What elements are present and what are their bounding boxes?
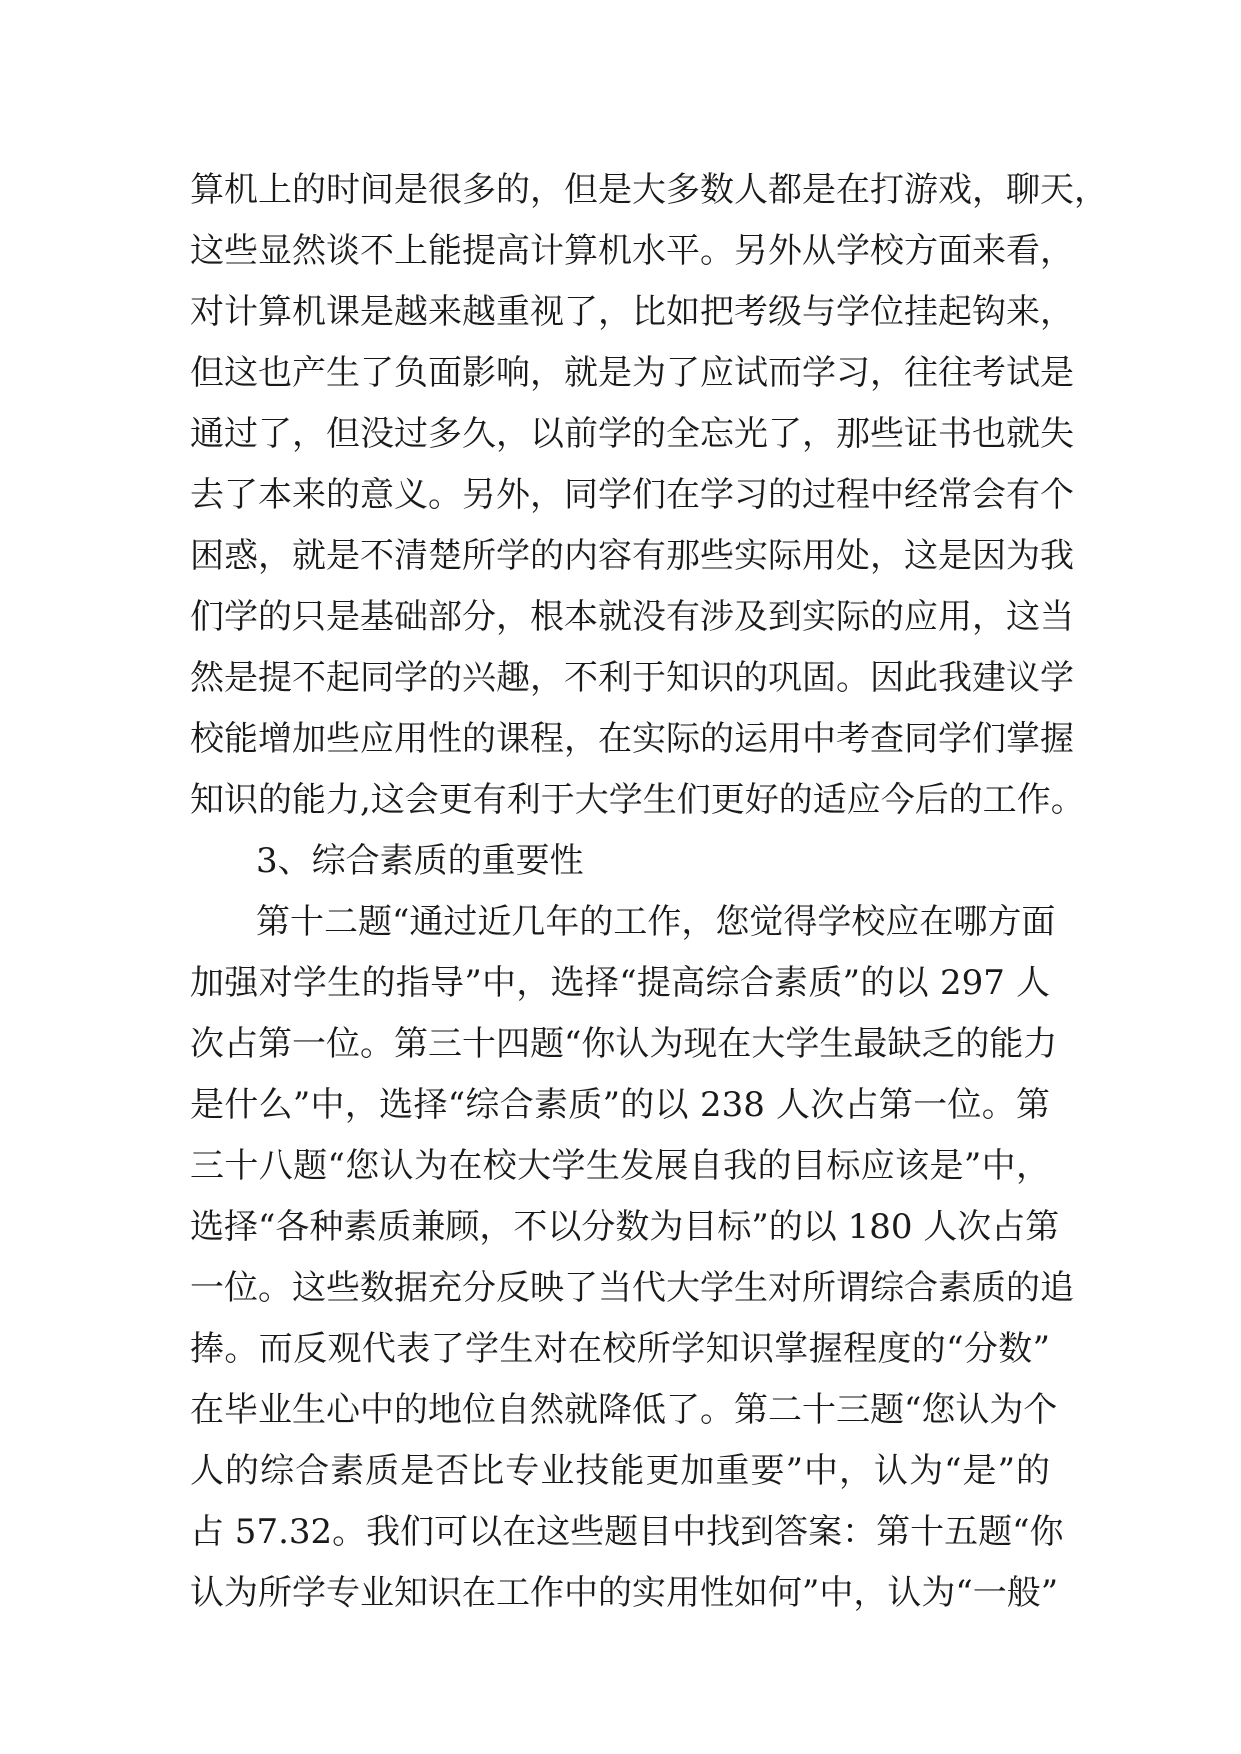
paragraph-end-line: 知识的能力,这会更有利于大学生们更好的适应今后的工作。	[190, 780, 1085, 820]
text-line: 困惑，就是不清楚所学的内容有那些实际用处，这是因为我	[190, 536, 1074, 576]
section-heading: 3、综合素质的重要性	[256, 841, 584, 881]
text-line: 在毕业生心中的地位自然就降低了。第二十三题“您认为个	[190, 1390, 1058, 1430]
text-line: 是什么”中，选择“综合素质”的以 238 人次占第一位。第	[190, 1085, 1050, 1125]
text-line: 通过了，但没过多久，以前学的全忘光了，那些证书也就失	[190, 414, 1074, 454]
text-line: 认为所学专业知识在工作中的实用性如何”中，认为“一般”	[190, 1573, 1059, 1613]
text-line: 选择“各种素质兼顾，不以分数为目标”的以 180 人次占第	[190, 1207, 1060, 1247]
text-line: 三十八题“您认为在校大学生发展自我的目标应该是”中，	[190, 1146, 1050, 1186]
text-line: 但这也产生了负面影响，就是为了应试而学习，往往考试是	[190, 353, 1074, 393]
text-line: 们学的只是基础部分，根本就没有涉及到实际的应用，这当	[190, 597, 1074, 637]
text-line: 次占第一位。第三十四题“你认为现在大学生最缺乏的能力	[190, 1024, 1058, 1064]
text-line: 人的综合素质是否比专业技能更加重要”中，认为“是”的	[190, 1451, 1050, 1491]
text-line: 捧。而反观代表了学生对在校所学知识掌握程度的“分数”	[190, 1329, 1050, 1369]
text-line: 占 57.32。我们可以在这些题目中找到答案：第十五题“你	[190, 1512, 1064, 1552]
text-line: 校能增加些应用性的课程，在实际的运用中考查同学们掌握	[190, 719, 1074, 759]
body-text	[190, 160, 1108, 1624]
text-line: 然是提不起同学的兴趣，不利于知识的巩固。因此我建议学	[190, 658, 1074, 698]
text-line: 加强对学生的指导”中，选择“提高综合素质”的以 297 人	[190, 963, 1050, 1003]
text-line: 一位。这些数据充分反映了当代大学生对所谓综合素质的追	[190, 1268, 1074, 1308]
text-line: 算机上的时间是很多的，但是大多数人都是在打游戏，聊天，	[190, 170, 1108, 210]
paragraph-first-line: 第十二题“通过近几年的工作，您觉得学校应在哪方面	[256, 902, 1056, 942]
text-line: 对计算机课是越来越重视了，比如把考级与学位挂起钩来，	[190, 292, 1074, 332]
text-line: 去了本来的意义。另外，同学们在学习的过程中经常会有个	[190, 475, 1074, 515]
text-line: 这些显然谈不上能提高计算机水平。另外从学校方面来看，	[190, 231, 1074, 271]
